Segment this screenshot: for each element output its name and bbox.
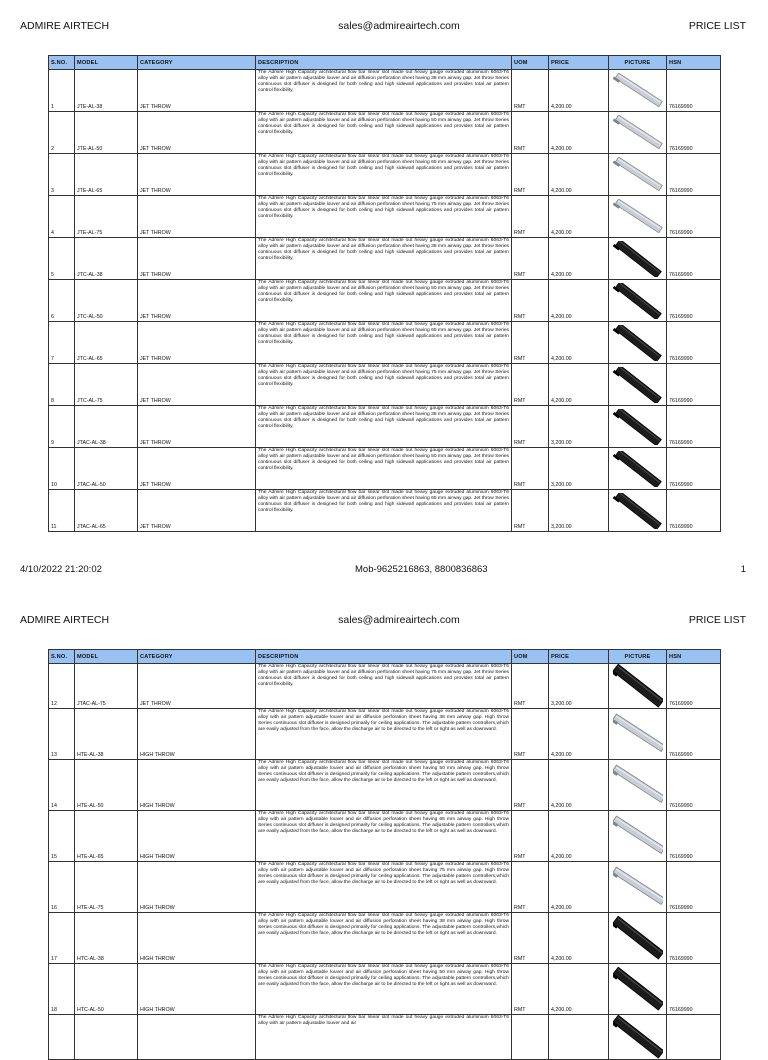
- cell-model: HTC-AL-38: [75, 913, 138, 964]
- table-row: [49, 760, 721, 811]
- cell-price: 4,200.00: [549, 760, 609, 811]
- cell-uom: RMT: [512, 664, 549, 709]
- cell-description: The Admire High Capacity architectural flow bar linear slot made out heavy gauge extruded aluminium 6063-T6 alloy with air pattern adjustable louver and air diffusion perforation sheet having 38 mm airway gap. Jet throw Series continuous slot diffuser is designed for both ceiling and high sidewall applications and provides total air pattern control flexibility.: [256, 70, 512, 112]
- print-timestamp: 4/10/2022 21:20:02: [20, 563, 102, 575]
- cell-model: JTC-AL-75: [75, 364, 138, 406]
- cell-hsn: 76169990: [667, 913, 721, 964]
- cell-description: The Admire High Capacity architectural flow bar linear slot made out heavy gauge extruded aluminium 6063-T6 alloy with air pattern adjustable louver and air diffusion perforation sheet having 50 mm airway gap. Jet throw Series continuous slot diffuser is designed for both ceiling and high sidewall applications and provides total air pattern control flexibility.: [256, 112, 512, 154]
- page-header: [20, 19, 746, 33]
- cell-model: JTAC-AL-65: [75, 490, 138, 532]
- cell-uom: RMT: [512, 70, 549, 112]
- column-header-price: PRICE: [549, 650, 609, 664]
- cell-model: JTE-AL-75: [75, 196, 138, 238]
- cell-uom: RMT: [512, 862, 549, 913]
- cell-category: JET THROW: [138, 280, 256, 322]
- diffuser-profile-image: [613, 241, 663, 277]
- cell-uom: RMT: [512, 196, 549, 238]
- cell-sno: 18: [49, 964, 75, 1015]
- cell-uom: RMT: [512, 760, 549, 811]
- page-footer: [20, 562, 746, 576]
- cell-uom: RMT: [512, 154, 549, 196]
- cell-sno: 5: [49, 238, 75, 280]
- cell-sno: 3: [49, 154, 75, 196]
- table-row: [49, 490, 721, 532]
- column-header-picture: PICTURE: [609, 56, 667, 70]
- cell-hsn: 76169990: [667, 364, 721, 406]
- cell-hsn: 76169990: [667, 709, 721, 760]
- contact-mobile: Mob-9625216863, 8800836863: [355, 563, 488, 575]
- cell-description: The Admire High Capacity architectural flow bar linear slot made out heavy gauge extruded aluminium 6063-T6 alloy with air pattern adjustable louver and air diffusion perforation sheet having 65 mm airway gap. Jet throw Series continuous slot diffuser is designed for both ceiling and high sidewall applications and provides total air pattern control flexibility.: [256, 154, 512, 196]
- column-header-sno: S.NO.: [49, 650, 75, 664]
- cell-description: The Admire High Capacity architectural flow bar linear slot made out heavy gauge extruded aluminium 6063-T6 alloy with air pattern adjustable louver and air diffusion perforation sheet having 50 mm airway gap. Jet throw Series continuous slot diffuser is designed for both ceiling and high sidewall applications and provides total air pattern control flexibility.: [256, 280, 512, 322]
- cell-model: JTAC-AL-38: [75, 406, 138, 448]
- table-row: [49, 196, 721, 238]
- page-number: 1: [740, 563, 746, 575]
- column-header-description: DESCRIPTION: [256, 650, 512, 664]
- cell-hsn: 76169990: [667, 112, 721, 154]
- cell-picture: [609, 154, 667, 196]
- cell-model: JTE-AL-38: [75, 70, 138, 112]
- diffuser-profile-image: [613, 451, 663, 487]
- diffuser-profile-image: [613, 763, 663, 807]
- diffuser-profile-image: [613, 367, 663, 403]
- cell-model: HTC-AL-50: [75, 964, 138, 1015]
- table-row: [49, 112, 721, 154]
- column-header-model: MODEL: [75, 56, 138, 70]
- cell-uom: RMT: [512, 364, 549, 406]
- cell-sno: 7: [49, 322, 75, 364]
- cell-hsn: 76169990: [667, 664, 721, 709]
- cell-sno: 2: [49, 112, 75, 154]
- cell-hsn: 76169990: [667, 70, 721, 112]
- cell-picture: [609, 238, 667, 280]
- cell-description: The Admire High Capacity architectural flow bar linear slot made out heavy gauge extruded aluminium 6063-T6 alloy with air pattern adjustable louver and air diffusion perforation sheet having 75 mm airway gap. Jet throw Series continuous slot diffuser is designed for both ceiling and high sidewall applications and provides total air pattern control flexibility.: [256, 664, 512, 709]
- cell-sno: 6: [49, 280, 75, 322]
- cell-picture: [609, 862, 667, 913]
- cell-model: HTE-AL-50: [75, 760, 138, 811]
- cell-model: [75, 1015, 138, 1060]
- cell-price: 4,200.00: [549, 154, 609, 196]
- cell-picture: [609, 406, 667, 448]
- price-table: [48, 55, 721, 532]
- cell-hsn: 76169990: [667, 811, 721, 862]
- diffuser-profile-image: [613, 409, 663, 445]
- table-row: [49, 964, 721, 1015]
- cell-category: HIGH THROW: [138, 811, 256, 862]
- table-row: [49, 406, 721, 448]
- cell-hsn: 76169990: [667, 280, 721, 322]
- cell-price: [549, 1015, 609, 1060]
- table-row: [49, 322, 721, 364]
- cell-sno: 8: [49, 364, 75, 406]
- cell-uom: RMT: [512, 448, 549, 490]
- cell-model: JTC-AL-65: [75, 322, 138, 364]
- cell-sno: 17: [49, 913, 75, 964]
- cell-description: The Admire High Capacity architectural flow bar linear slot made out heavy gauge extruded aluminium 6063-T6 alloy with air pattern adjustable louver and air diffusion perforation sheet having 38 mm airway gap. Jet throw Series continuous slot diffuser is designed for both ceiling and high sidewall applications and provides total air pattern control flexibility.: [256, 238, 512, 280]
- cell-sno: 11: [49, 490, 75, 532]
- diffuser-profile-image: [613, 199, 663, 235]
- diffuser-profile-image: [613, 664, 663, 708]
- table-row: [49, 280, 721, 322]
- table-header-row: [49, 650, 721, 664]
- column-header-uom: UOM: [512, 650, 549, 664]
- column-header-model: MODEL: [75, 650, 138, 664]
- cell-price: 4,200.00: [549, 709, 609, 760]
- table-row: [49, 364, 721, 406]
- table-row: [49, 664, 721, 709]
- cell-model: JTC-AL-38: [75, 238, 138, 280]
- cell-description: The Admire High Capacity architectural flow bar linear slot made out heavy gauge extruded aluminium 6063-T6 alloy with air pattern adjustable louver and air diffusion perforation sheet having 50 mm airway gap. Jet throw Series continuous slot diffuser is designed for both ceiling and high sidewall applications and provides total air pattern control flexibility.: [256, 448, 512, 490]
- column-header-category: CATEGORY: [138, 650, 256, 664]
- cell-picture: [609, 964, 667, 1015]
- table-row: [49, 1015, 721, 1060]
- diffuser-profile-image: [613, 325, 663, 361]
- cell-description: The Admire High Capacity architectural flow bar linear slot made out heavy gauge extruded aluminium 6063-T6 alloy with air pattern adjustable louver and air diffusion perforation sheet having 65 mm airway gap. High throw Series continuous slot diffuser is designed primarily for ceiling applications. The adjustable pattern controllers,which are easily adjusted from the face, allow the discharge air to be directed to the left or right as well as downward.: [256, 811, 512, 862]
- cell-description: The Admire High Capacity architectural flow bar linear slot made out heavy gauge extruded aluminium 6063-T6 alloy with air pattern adjustable louver and air diffusion perforation sheet having 38 mm airway gap. High throw Series continuous slot diffuser is designed primarily for ceiling applications. The adjustable pattern controllers,which are easily adjusted from the face, allow the discharge air to be directed to the left or right as well as downward.: [256, 913, 512, 964]
- price-table: [48, 649, 721, 1060]
- column-header-hsn: HSN: [667, 650, 721, 664]
- cell-uom: RMT: [512, 811, 549, 862]
- cell-price: 4,200.00: [549, 196, 609, 238]
- diffuser-profile-image: [613, 916, 663, 960]
- cell-price: 4,200.00: [549, 322, 609, 364]
- cell-sno: 13: [49, 709, 75, 760]
- diffuser-profile-image: [613, 1015, 663, 1059]
- cell-description: The Admire High Capacity architectural flow bar linear slot made out heavy gauge extruded aluminium 6063-T6 alloy with air pattern adjustable louver and air diffusion perforation sheet having 50 mm airway gap. High throw Series continuous slot diffuser is designed primarily for ceiling applications. The adjustable pattern controllers,which are easily adjusted from the face, allow the discharge air to be directed to the left or right as well as downward.: [256, 760, 512, 811]
- cell-hsn: [667, 1015, 721, 1060]
- cell-category: JET THROW: [138, 406, 256, 448]
- cell-category: JET THROW: [138, 112, 256, 154]
- cell-picture: [609, 664, 667, 709]
- cell-model: HTE-AL-65: [75, 811, 138, 862]
- diffuser-profile-image: [613, 865, 663, 909]
- table-row: [49, 913, 721, 964]
- cell-picture: [609, 70, 667, 112]
- cell-category: JET THROW: [138, 70, 256, 112]
- cell-model: JTE-AL-65: [75, 154, 138, 196]
- cell-uom: RMT: [512, 112, 549, 154]
- cell-picture: [609, 196, 667, 238]
- cell-category: JET THROW: [138, 154, 256, 196]
- cell-price: 4,200.00: [549, 70, 609, 112]
- diffuser-profile-image: [613, 967, 663, 1011]
- cell-description: The Admire High Capacity architectural flow bar linear slot made out heavy gauge extruded aluminium 6063-T6 alloy with air pattern adjustable louver and air diffusion perforation sheet having 38 mm airway gap. Jet throw Series continuous slot diffuser is designed for both ceiling and high sidewall applications and provides total air pattern control flexibility.: [256, 406, 512, 448]
- cell-price: 3,200.00: [549, 664, 609, 709]
- cell-category: JET THROW: [138, 322, 256, 364]
- cell-hsn: 76169990: [667, 154, 721, 196]
- cell-category: JET THROW: [138, 490, 256, 532]
- cell-uom: RMT: [512, 913, 549, 964]
- cell-model: JTC-AL-50: [75, 280, 138, 322]
- cell-hsn: 76169990: [667, 490, 721, 532]
- cell-picture: [609, 913, 667, 964]
- cell-model: JTAC-AL-50: [75, 448, 138, 490]
- cell-picture: [609, 112, 667, 154]
- cell-price: 4,200.00: [549, 364, 609, 406]
- cell-uom: RMT: [512, 322, 549, 364]
- cell-uom: RMT: [512, 490, 549, 532]
- cell-sno: [49, 1015, 75, 1060]
- cell-description: The Admire High Capacity architectural flow bar linear slot made out heavy gauge extruded aluminium 6063-T6 alloy with air pattern adjustable louver and air diffusion perforation sheet having 50 mm airway gap. High throw Series continuous slot diffuser is designed primarily for ceiling applications. The adjustable pattern controllers,which are easily adjusted from the face, allow the discharge air to be directed to the left or right as well as downward.: [256, 964, 512, 1015]
- cell-price: 3,200.00: [549, 448, 609, 490]
- cell-uom: RMT: [512, 238, 549, 280]
- diffuser-profile-image: [613, 73, 663, 109]
- cell-uom: RMT: [512, 709, 549, 760]
- diffuser-profile-image: [613, 814, 663, 858]
- cell-category: HIGH THROW: [138, 964, 256, 1015]
- cell-model: HTE-AL-38: [75, 709, 138, 760]
- cell-uom: RMT: [512, 406, 549, 448]
- cell-hsn: 76169990: [667, 406, 721, 448]
- diffuser-profile-image: [613, 283, 663, 319]
- cell-sno: 1: [49, 70, 75, 112]
- cell-hsn: 76169990: [667, 238, 721, 280]
- cell-sno: 9: [49, 406, 75, 448]
- column-header-picture: PICTURE: [609, 650, 667, 664]
- column-header-price: PRICE: [549, 56, 609, 70]
- column-header-sno: S.NO.: [49, 56, 75, 70]
- table-row: [49, 862, 721, 913]
- cell-sno: 10: [49, 448, 75, 490]
- table-row: [49, 70, 721, 112]
- cell-price: 4,200.00: [549, 238, 609, 280]
- cell-description: The Admire High Capacity architectural flow bar linear slot made out heavy gauge extruded aluminium 6063-T6 alloy with air pattern adjustable louver and air diffusion perforation sheet having 65 mm airway gap. Jet throw Series continuous slot diffuser is designed for both ceiling and high sidewall applications and provides total air pattern control flexibility.: [256, 490, 512, 532]
- cell-picture: [609, 448, 667, 490]
- page-header: [20, 613, 746, 627]
- cell-picture: [609, 364, 667, 406]
- column-header-description: DESCRIPTION: [256, 56, 512, 70]
- cell-hsn: 76169990: [667, 196, 721, 238]
- table-row: [49, 448, 721, 490]
- cell-sno: 4: [49, 196, 75, 238]
- cell-sno: 15: [49, 811, 75, 862]
- cell-price: 4,200.00: [549, 112, 609, 154]
- diffuser-profile-image: [613, 493, 663, 529]
- table-row: [49, 154, 721, 196]
- cell-price: 3,200.00: [549, 406, 609, 448]
- cell-category: HIGH THROW: [138, 760, 256, 811]
- company-email[interactable]: sales@admireairtech.com: [338, 20, 460, 32]
- cell-price: 4,200.00: [549, 862, 609, 913]
- column-header-hsn: HSN: [667, 56, 721, 70]
- company-name: ADMIRE AIRTECH: [20, 614, 110, 626]
- diffuser-profile-image: [613, 157, 663, 193]
- cell-uom: RMT: [512, 964, 549, 1015]
- cell-price: 4,200.00: [549, 964, 609, 1015]
- document-title: PRICE LIST: [688, 20, 746, 32]
- cell-hsn: 76169990: [667, 862, 721, 913]
- cell-description: The Admire High Capacity architectural flow bar linear slot made out heavy gauge extruded aluminium 6063-T6 alloy with air pattern adjustable louver and air diffusion perforation sheet having 75 mm airway gap. Jet throw Series continuous slot diffuser is designed for both ceiling and high sidewall applications and provides total air pattern control flexibility.: [256, 364, 512, 406]
- cell-model: HTE-AL-75: [75, 862, 138, 913]
- cell-price: 3,200.00: [549, 490, 609, 532]
- cell-sno: 12: [49, 664, 75, 709]
- cell-category: [138, 1015, 256, 1060]
- company-name: ADMIRE AIRTECH: [20, 20, 110, 32]
- table-row: [49, 238, 721, 280]
- cell-picture: [609, 490, 667, 532]
- cell-category: HIGH THROW: [138, 862, 256, 913]
- cell-hsn: 76169990: [667, 964, 721, 1015]
- cell-hsn: 76169990: [667, 448, 721, 490]
- table-row: [49, 811, 721, 862]
- document-title: PRICE LIST: [688, 614, 746, 626]
- cell-uom: [512, 1015, 549, 1060]
- cell-category: HIGH THROW: [138, 913, 256, 964]
- column-header-uom: UOM: [512, 56, 549, 70]
- cell-description: The Admire High Capacity architectural flow bar linear slot made out heavy gauge extruded aluminium 6063-T6 alloy with air pattern adjustable louver and air diffusion perforation sheet having 75 mm airway gap. High throw Series continuous slot diffuser is designed primarily for ceiling applications. The adjustable pattern controllers,which are easily adjusted from the face, allow the discharge air to be directed to the left or right as well as downward.: [256, 862, 512, 913]
- cell-price: 4,200.00: [549, 811, 609, 862]
- cell-category: JET THROW: [138, 196, 256, 238]
- cell-picture: [609, 322, 667, 364]
- cell-uom: RMT: [512, 280, 549, 322]
- cell-sno: 14: [49, 760, 75, 811]
- cell-model: JTE-AL-50: [75, 112, 138, 154]
- cell-description: The Admire High Capacity architectural flow bar linear slot made out heavy gauge extruded aluminium 6063-T6 alloy with air pattern adjustable louver and air diffusion perforation sheet having 38 mm airway gap. High throw Series continuous slot diffuser is designed primarily for ceiling applications. The adjustable pattern controllers,which are easily adjusted from the face, allow the discharge air to be directed to the left or right as well as downward.: [256, 709, 512, 760]
- cell-hsn: 76169990: [667, 760, 721, 811]
- column-header-category: CATEGORY: [138, 56, 256, 70]
- cell-category: JET THROW: [138, 238, 256, 280]
- cell-description: The Admire High Capacity architectural flow bar linear slot made out heavy gauge extruded aluminium 6063-T6 alloy with air pattern adjustable louver and air: [256, 1015, 512, 1060]
- cell-model: JTAC-AL-75: [75, 664, 138, 709]
- cell-sno: 16: [49, 862, 75, 913]
- cell-price: 4,200.00: [549, 913, 609, 964]
- table-row: [49, 709, 721, 760]
- cell-price: 4,200.00: [549, 280, 609, 322]
- cell-picture: [609, 280, 667, 322]
- cell-picture: [609, 811, 667, 862]
- cell-description: The Admire High Capacity architectural flow bar linear slot made out heavy gauge extruded aluminium 6063-T6 alloy with air pattern adjustable louver and air diffusion perforation sheet having 75 mm airway gap. Jet throw Series continuous slot diffuser is designed for both ceiling and high sidewall applications and provides total air pattern control flexibility.: [256, 196, 512, 238]
- company-email[interactable]: sales@admireairtech.com: [338, 614, 460, 626]
- cell-hsn: 76169990: [667, 322, 721, 364]
- cell-category: JET THROW: [138, 364, 256, 406]
- cell-category: JET THROW: [138, 664, 256, 709]
- cell-picture: [609, 1015, 667, 1060]
- cell-category: HIGH THROW: [138, 709, 256, 760]
- cell-picture: [609, 760, 667, 811]
- diffuser-profile-image: [613, 115, 663, 151]
- cell-description: The Admire High Capacity architectural flow bar linear slot made out heavy gauge extruded aluminium 6063-T6 alloy with air pattern adjustable louver and air diffusion perforation sheet having 65 mm airway gap. Jet throw Series continuous slot diffuser is designed for both ceiling and high sidewall applications and provides total air pattern control flexibility.: [256, 322, 512, 364]
- table-header-row: [49, 56, 721, 70]
- diffuser-profile-image: [613, 712, 663, 756]
- cell-category: JET THROW: [138, 448, 256, 490]
- cell-picture: [609, 709, 667, 760]
